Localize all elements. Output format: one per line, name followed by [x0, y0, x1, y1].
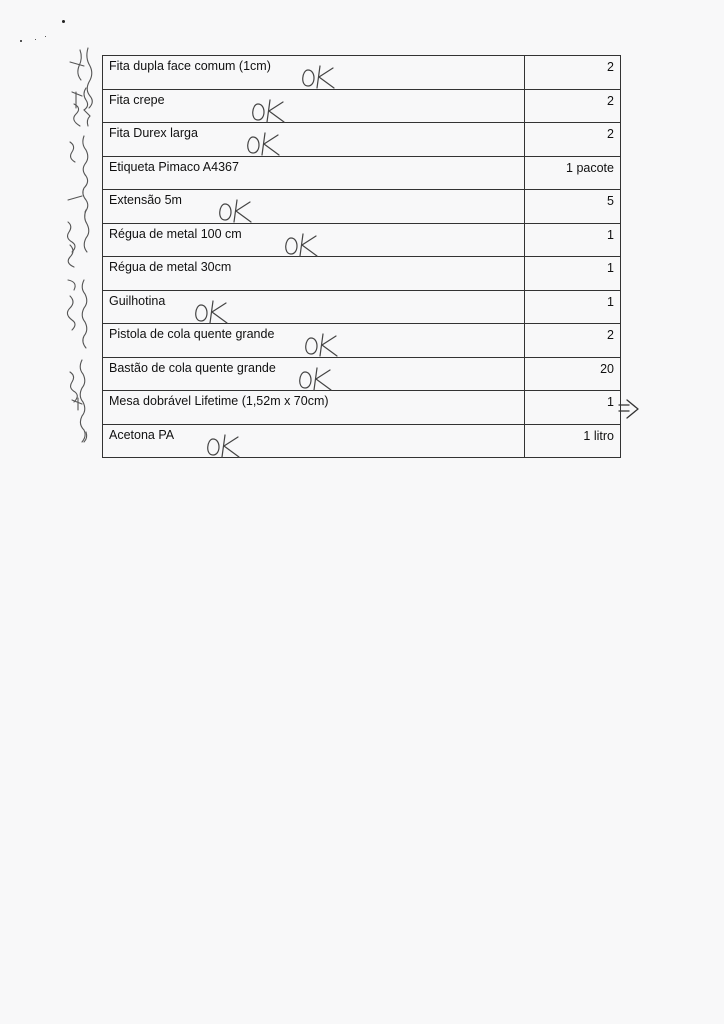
item-name: Bastão de cola quente grande — [109, 360, 276, 375]
quantity-value: 2 — [607, 328, 614, 342]
quantity-value: 2 — [607, 60, 614, 74]
table-row — [103, 391, 621, 425]
table-row — [103, 424, 621, 458]
item-name: Fita dupla face comum (1cm) — [109, 59, 271, 73]
quantity-value: 1 — [607, 227, 614, 242]
item-name: Extensão 5m — [109, 193, 182, 207]
quantity-cell — [525, 156, 621, 190]
item-cell — [103, 190, 525, 224]
quantity-value: 1 — [607, 395, 614, 409]
item-cell — [103, 357, 525, 391]
handwritten-ok-mark — [191, 297, 235, 327]
item-cell — [103, 257, 525, 291]
quantity-value: 1 — [607, 294, 614, 309]
item-cell — [103, 290, 525, 324]
table-row — [103, 223, 621, 257]
quantity-cell — [525, 257, 621, 291]
quantity-cell — [525, 223, 621, 257]
quantity-cell — [525, 89, 621, 123]
quantity-cell — [525, 424, 621, 458]
handwritten-ok-mark — [248, 96, 292, 126]
table-row — [103, 324, 621, 358]
quantity-value: 1 pacote — [566, 160, 614, 175]
quantity-cell — [525, 290, 621, 324]
item-name: Acetona PA — [109, 427, 175, 442]
item-name: Fita crepe — [109, 92, 165, 107]
handwritten-arrow-mark — [616, 396, 642, 422]
table-row — [103, 156, 621, 190]
table-row — [103, 56, 621, 90]
handwritten-ok-mark — [295, 364, 339, 394]
table-row — [103, 257, 621, 291]
item-name: Régua de metal 100 cm — [109, 226, 242, 241]
handwritten-ok-mark — [243, 129, 287, 159]
item-cell — [103, 324, 525, 358]
item-cell — [103, 391, 525, 425]
quantity-cell — [525, 56, 621, 90]
scan-speck — [35, 39, 36, 40]
item-cell — [103, 223, 525, 257]
quantity-value: 2 — [607, 93, 614, 108]
scan-speck — [45, 36, 46, 37]
item-name: Pistola de cola quente grande — [109, 327, 275, 341]
quantity-cell — [525, 190, 621, 224]
handwritten-ok-mark — [203, 431, 247, 461]
item-cell — [103, 424, 525, 458]
table-row — [103, 190, 621, 224]
handwritten-ok-mark — [301, 330, 345, 360]
items-table — [102, 55, 621, 458]
quantity-cell — [525, 357, 621, 391]
item-cell — [103, 89, 525, 123]
item-cell — [103, 123, 525, 157]
table-row — [103, 123, 621, 157]
quantity-value: 2 — [607, 127, 614, 141]
item-cell — [103, 156, 525, 190]
quantity-value: 1 litro — [583, 428, 614, 443]
quantity-value: 1 — [607, 261, 614, 275]
table-row — [103, 89, 621, 123]
scan-speck — [62, 20, 65, 23]
handwritten-ok-mark — [298, 62, 342, 92]
item-name: Mesa dobrável Lifetime (1,52m x 70cm) — [109, 394, 329, 408]
table-row — [103, 357, 621, 391]
item-name: Guilhotina — [109, 293, 166, 308]
handwritten-ok-mark — [281, 230, 325, 260]
item-name: Fita Durex larga — [109, 126, 198, 140]
table-row — [103, 290, 621, 324]
quantity-cell — [525, 324, 621, 358]
quantity-value: 5 — [607, 194, 614, 208]
handwritten-margin-notes — [60, 40, 105, 460]
scan-speck — [20, 40, 22, 42]
quantity-cell — [525, 391, 621, 425]
quantity-cell — [525, 123, 621, 157]
item-name: Etiqueta Pimaco A4367 — [109, 159, 239, 174]
item-cell — [103, 56, 525, 90]
item-name: Régua de metal 30cm — [109, 260, 232, 274]
handwritten-ok-mark — [215, 196, 259, 226]
quantity-value: 20 — [600, 361, 614, 376]
